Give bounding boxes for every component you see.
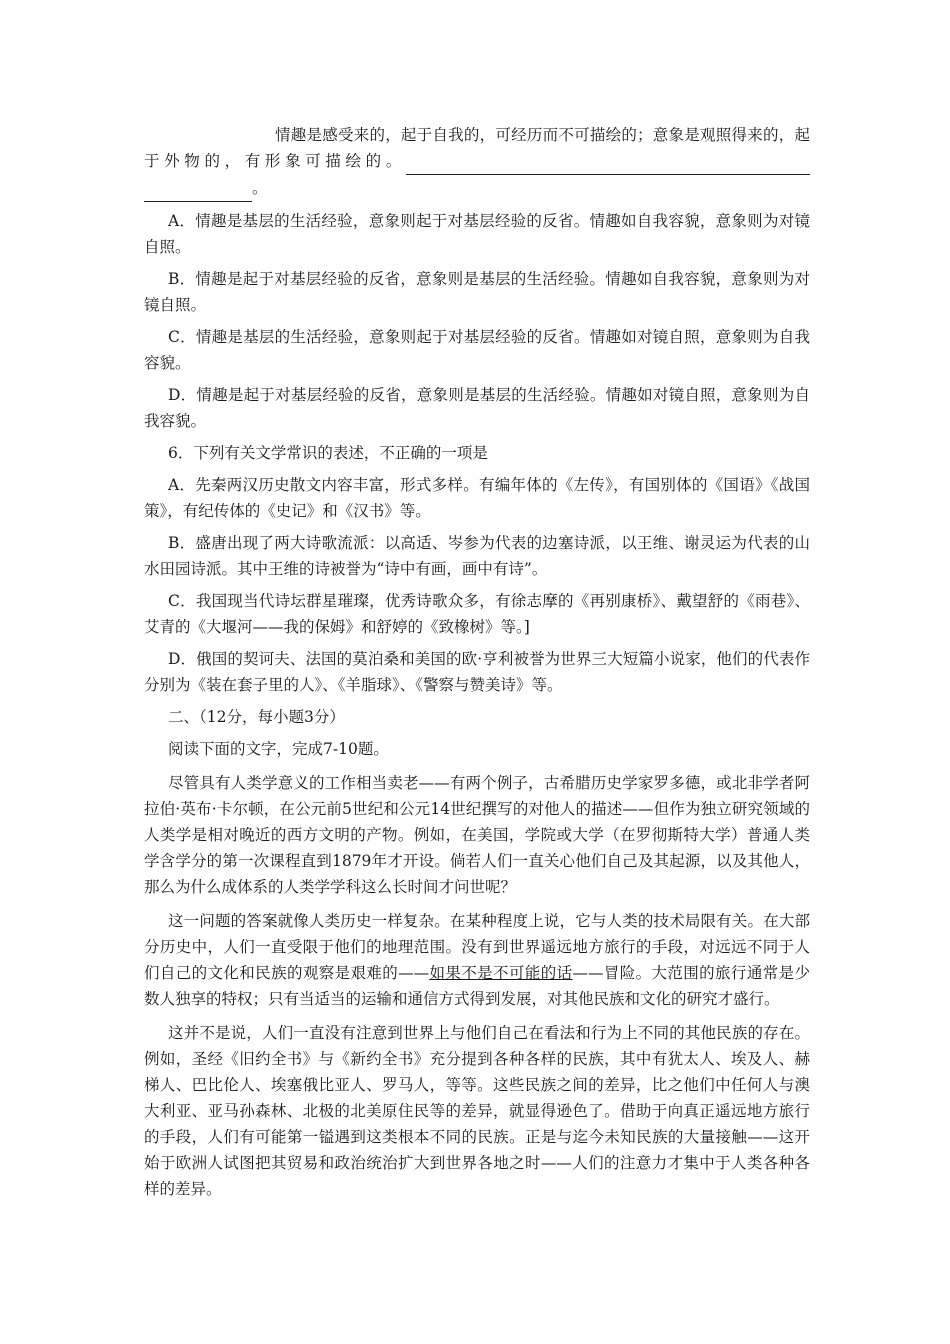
passage-p2-underlined: 如果不是不可能的话 (429, 964, 573, 982)
q5-option-c: C．情趣是基层的生活经验，意象则起于对基层经验的反省。情趣如对镜自照，意象则为自我容貌。 (144, 328, 810, 372)
answer-blank-1 (406, 148, 810, 175)
q6-option-b: B．盛唐出现了两大诗歌流派：以高适、岑参为代表的边塞诗派，以王维、谢灵运为代表的山水田园诗派。其中王维的诗被誉为“诗中有画，画中有诗”。 (144, 534, 810, 578)
passage-p2-before: 这一问题的答案就像人类历史一样复杂。在某种程度上说，它与人类的技术局限有关。在大部分历史中，人们一直受限于他们的地理范围。没有到世界遥远地方旅行的手段，对远远不同于人们自己的文化和民族的观察是艰难的—— (144, 912, 810, 982)
q5-option-a: A．情趣是基层的生活经验，意象则起于对基层经验的反省。情趣如自我容貌，意象则为对镜自照。 (144, 212, 810, 256)
q5-stem (144, 122, 810, 202)
passage-paragraph-3: 这并不是说，人们一直没有注意到世界上与他们自己在看法和行为上不同的其他民族的存在。例如，圣经《旧约全书》与《新约全书》充分提到各种各样的民族，其中有犹太人、埃及人、赫梯人、巴比伦人、埃塞俄比亚人、罗马人，等等。这些民族之间的差异，比之他们中任何人与澳大利亚、亚马孙森林、北极的北美原住民等的差异，就显得逊色了。借助于向真正遥远地方旅行的手段，人们有可能第一镒遇到这类根本不同的民族。正是与迄今未知民族的大量接触——这开始于欧洲人试图把其贸易和政治统治扩大到世界各地之时——人们的注意力才集中于人类各种各样的差异。 (144, 1024, 810, 1198)
q6-option-d: D．俄国的契诃夫、法国的莫泊桑和美国的欧·亨利被誉为世界三大短篇小说家，他们的代表作分别为《装在套子里的人》、《羊脂球》、《警察与赞美诗》等。 (144, 650, 810, 694)
answer-blank-2 (144, 175, 252, 202)
passage-paragraph-2 (144, 908, 810, 1012)
passage-paragraph-1: 尽管具有人类学意义的工作相当卖老——有两个例子，古希腊历史学家罗多德，或北非学者阿拉伯·英布·卡尔顿，在公元前5世纪和公元14世纪撰写的对他人的描述——但作为独立研究领域的人类学是相对晚近的西方文明的产物。例如，在美国，学院或大学（在罗彻斯特大学）普通人类学含学分的第一次课程直到1879年才开设。倘若人们一直关心他们自己及其起源，以及其他人，那么为什么成体系的人类学学科这么长时间才问世呢？ (144, 774, 810, 896)
q5-option-d: D．情趣是起于对基层经验的反省，意象则是基层的生活经验。情趣如对镜自照，意象则为自我容貌。 (144, 386, 810, 430)
q6-stem: 6．下列有关文学常识的表述，不正确的一项是 (168, 444, 488, 462)
q5-option-b: B．情趣是起于对基层经验的反省，意象则是基层的生活经验。情趣如自我容貌，意象则为对镜自照。 (144, 270, 810, 314)
document-body (144, 122, 810, 1202)
section-heading: 二、（12分，每小题3分） (168, 708, 345, 726)
passage-p2-after: ——冒险。大范围的旅行通常是少数人独享的特权；只有当适当的运输和通信方式得到发展，对其他民族和文化的研究才盛行。 (144, 964, 810, 1008)
q5-stem-end: 。 (252, 179, 268, 197)
section-instruction: 阅读下面的文字，完成7-10题。 (168, 740, 389, 758)
q6-option-a: A．先秦两汉历史散文内容丰富，形式多样。有编年体的《左传》，有国别体的《国语》《战国策》，有纪传体的《史记》和《汉书》等。 (144, 476, 810, 520)
q6-option-c: C．我国现当代诗坛群星璀璨，优秀诗歌众多，有徐志摩的《再别康桥》、戴望舒的《雨巷》、艾青的《大堰河——我的保姆》和舒婷的《致橡树》等。] (144, 592, 810, 636)
q5-stem-line2: 的，起于外物的，有形象可描绘的。 (144, 126, 810, 170)
q5-stem-line1: 情趣是感受来的，起于自我的，可经历而不可描绘的；意象是观照得来 (275, 126, 763, 144)
